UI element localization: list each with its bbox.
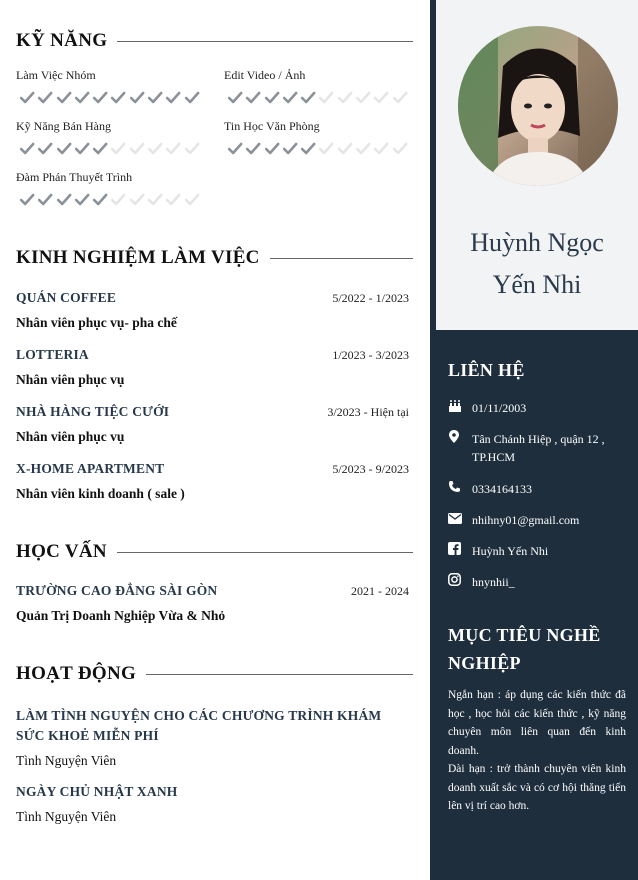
check-empty-icon xyxy=(336,91,354,105)
check-empty-icon xyxy=(164,142,182,156)
check-filled-icon xyxy=(18,193,36,207)
check-empty-icon xyxy=(164,193,182,207)
check-empty-icon xyxy=(336,142,354,156)
contact-birthday xyxy=(448,399,628,418)
skill-edit-video xyxy=(224,68,409,105)
skill-label: Kỹ Năng Bán Hàng xyxy=(16,119,111,133)
check-filled-icon xyxy=(73,91,91,105)
map-pin-icon xyxy=(448,430,472,466)
phone-text: 0334164133 xyxy=(472,482,532,496)
company-name: QUÁN COFFEE xyxy=(16,290,117,305)
check-empty-icon xyxy=(354,91,372,105)
skills-heading: KỸ NĂNG xyxy=(16,30,413,52)
check-filled-icon xyxy=(36,142,54,156)
date-range: 2021 - 2024 xyxy=(351,584,409,598)
activity-title: LÀM TÌNH NGUYỆN CHO CÁC CHƯƠNG TRÌNH KHÁM SỨC KHOẺ MIỄN PHÍ xyxy=(16,708,382,743)
check-empty-icon xyxy=(109,193,127,207)
check-empty-icon xyxy=(372,142,390,156)
skill-negotiation xyxy=(16,170,201,207)
skill-label: Edit Video / Ảnh xyxy=(224,68,306,82)
check-filled-icon xyxy=(263,91,281,105)
sidebar xyxy=(430,0,638,880)
check-filled-icon xyxy=(109,91,127,105)
skill-office xyxy=(224,119,409,156)
education-heading: HỌC VẤN xyxy=(16,541,413,563)
check-empty-icon xyxy=(183,142,201,156)
company-name: X-HOME APARTMENT xyxy=(16,461,165,476)
check-filled-icon xyxy=(281,142,299,156)
experience-item xyxy=(16,404,409,445)
school-name: TRƯỜNG CAO ĐẲNG SÀI GÒN xyxy=(16,583,218,598)
email-text: nhihny01@gmail.com xyxy=(472,513,580,527)
check-filled-icon xyxy=(299,91,317,105)
check-empty-icon xyxy=(146,142,164,156)
check-filled-icon xyxy=(55,193,73,207)
check-filled-icon xyxy=(36,193,54,207)
date-range: 3/2023 - Hiện tại xyxy=(327,405,409,419)
objective-text xyxy=(448,686,626,816)
skill-label: Tin Học Văn Phòng xyxy=(224,119,320,133)
cake-icon xyxy=(448,399,472,418)
skill-sales xyxy=(16,119,201,156)
activity-item xyxy=(16,784,409,825)
education-item xyxy=(16,583,409,624)
company-name: NHÀ HÀNG TIỆC CƯỚI xyxy=(16,404,170,419)
contact-email xyxy=(448,511,628,529)
instagram-icon xyxy=(448,573,472,591)
check-filled-icon xyxy=(263,142,281,156)
skill-rating xyxy=(226,142,409,156)
facebook-icon xyxy=(448,542,472,560)
objective-short-term: Ngắn hạn : áp dụng các kiến thức đã học , học hỏi các kiến thức , kỹ năng chuyên môn liên quan đến kinh doanh. xyxy=(448,689,626,757)
check-empty-icon xyxy=(391,91,409,105)
address-text: Tân Chánh Hiệp , quận 12 , TP.HCM xyxy=(472,432,605,464)
check-empty-icon xyxy=(354,142,372,156)
experience-item xyxy=(16,461,409,502)
check-filled-icon xyxy=(91,142,109,156)
phone-icon xyxy=(448,480,472,498)
objective-long-term: Dài hạn : trở thành chuyên viên kinh doanh xuất sắc và có cơ hội thăng tiến lên vị trí cao hơn. xyxy=(448,763,626,812)
experience-item xyxy=(16,290,409,331)
check-filled-icon xyxy=(281,91,299,105)
check-filled-icon xyxy=(91,193,109,207)
skill-label: Làm Việc Nhóm xyxy=(16,68,96,82)
facebook-text: Huỳnh Yến Nhi xyxy=(472,544,549,558)
major: Quản Trị Doanh Nghiệp Vừa & Nhỏ xyxy=(16,608,226,623)
job-role: Nhân viên kinh doanh ( sale ) xyxy=(16,486,185,501)
check-empty-icon xyxy=(146,193,164,207)
check-filled-icon xyxy=(146,91,164,105)
check-empty-icon xyxy=(317,91,335,105)
check-filled-icon xyxy=(244,142,262,156)
skill-label: Đàm Phán Thuyết Trình xyxy=(16,170,133,184)
experience-item xyxy=(16,347,409,388)
job-role: Nhân viên phục vụ xyxy=(16,372,125,387)
check-filled-icon xyxy=(55,91,73,105)
check-filled-icon xyxy=(183,91,201,105)
profile-panel xyxy=(436,0,638,330)
skill-rating xyxy=(18,91,201,105)
contact-phone xyxy=(448,480,628,498)
objective-heading: MỤC TIÊU NGHỀ NGHIỆP xyxy=(448,625,601,673)
activities-heading: HOẠT ĐỘNG xyxy=(16,663,413,685)
check-filled-icon xyxy=(73,193,91,207)
contact-facebook xyxy=(448,542,628,560)
check-filled-icon xyxy=(18,91,36,105)
profile-name: Huỳnh Ngọc Yến Nhi xyxy=(470,228,604,299)
skill-rating xyxy=(18,193,201,207)
check-empty-icon xyxy=(128,193,146,207)
contact-address xyxy=(448,430,628,466)
check-empty-icon xyxy=(317,142,335,156)
check-empty-icon xyxy=(128,142,146,156)
experience-heading: KINH NGHIỆM LÀM VIỆC xyxy=(16,247,413,269)
check-empty-icon xyxy=(391,142,409,156)
check-empty-icon xyxy=(183,193,201,207)
check-empty-icon xyxy=(109,142,127,156)
birthday-text: 01/11/2003 xyxy=(472,401,527,415)
check-filled-icon xyxy=(73,142,91,156)
activity-title: NGÀY CHỦ NHẬT XANH xyxy=(16,784,178,799)
check-filled-icon xyxy=(244,91,262,105)
contact-instagram xyxy=(448,573,628,591)
envelope-icon xyxy=(448,511,472,529)
check-filled-icon xyxy=(18,142,36,156)
company-name: LOTTERIA xyxy=(16,347,89,362)
activity-role: Tình Nguyện Viên xyxy=(16,809,117,824)
activity-role: Tình Nguyện Viên xyxy=(16,753,117,768)
skill-rating xyxy=(226,91,409,105)
check-filled-icon xyxy=(164,91,182,105)
date-range: 5/2022 - 1/2023 xyxy=(332,291,409,305)
contact-heading: LIÊN HỆ xyxy=(448,360,525,380)
job-role: Nhân viên phục vụ- pha chế xyxy=(16,315,177,330)
instagram-text: hnynhii_ xyxy=(472,575,515,589)
date-range: 5/2023 - 9/2023 xyxy=(332,462,409,476)
activity-item xyxy=(16,706,398,769)
check-filled-icon xyxy=(299,142,317,156)
check-filled-icon xyxy=(36,91,54,105)
check-filled-icon xyxy=(226,91,244,105)
avatar xyxy=(458,26,618,186)
check-empty-icon xyxy=(372,91,390,105)
check-filled-icon xyxy=(55,142,73,156)
job-role: Nhân viên phục vụ xyxy=(16,429,125,444)
skill-rating xyxy=(18,142,201,156)
skill-teamwork xyxy=(16,68,201,105)
check-filled-icon xyxy=(91,91,109,105)
date-range: 1/2023 - 3/2023 xyxy=(332,348,409,362)
check-filled-icon xyxy=(128,91,146,105)
check-filled-icon xyxy=(226,142,244,156)
